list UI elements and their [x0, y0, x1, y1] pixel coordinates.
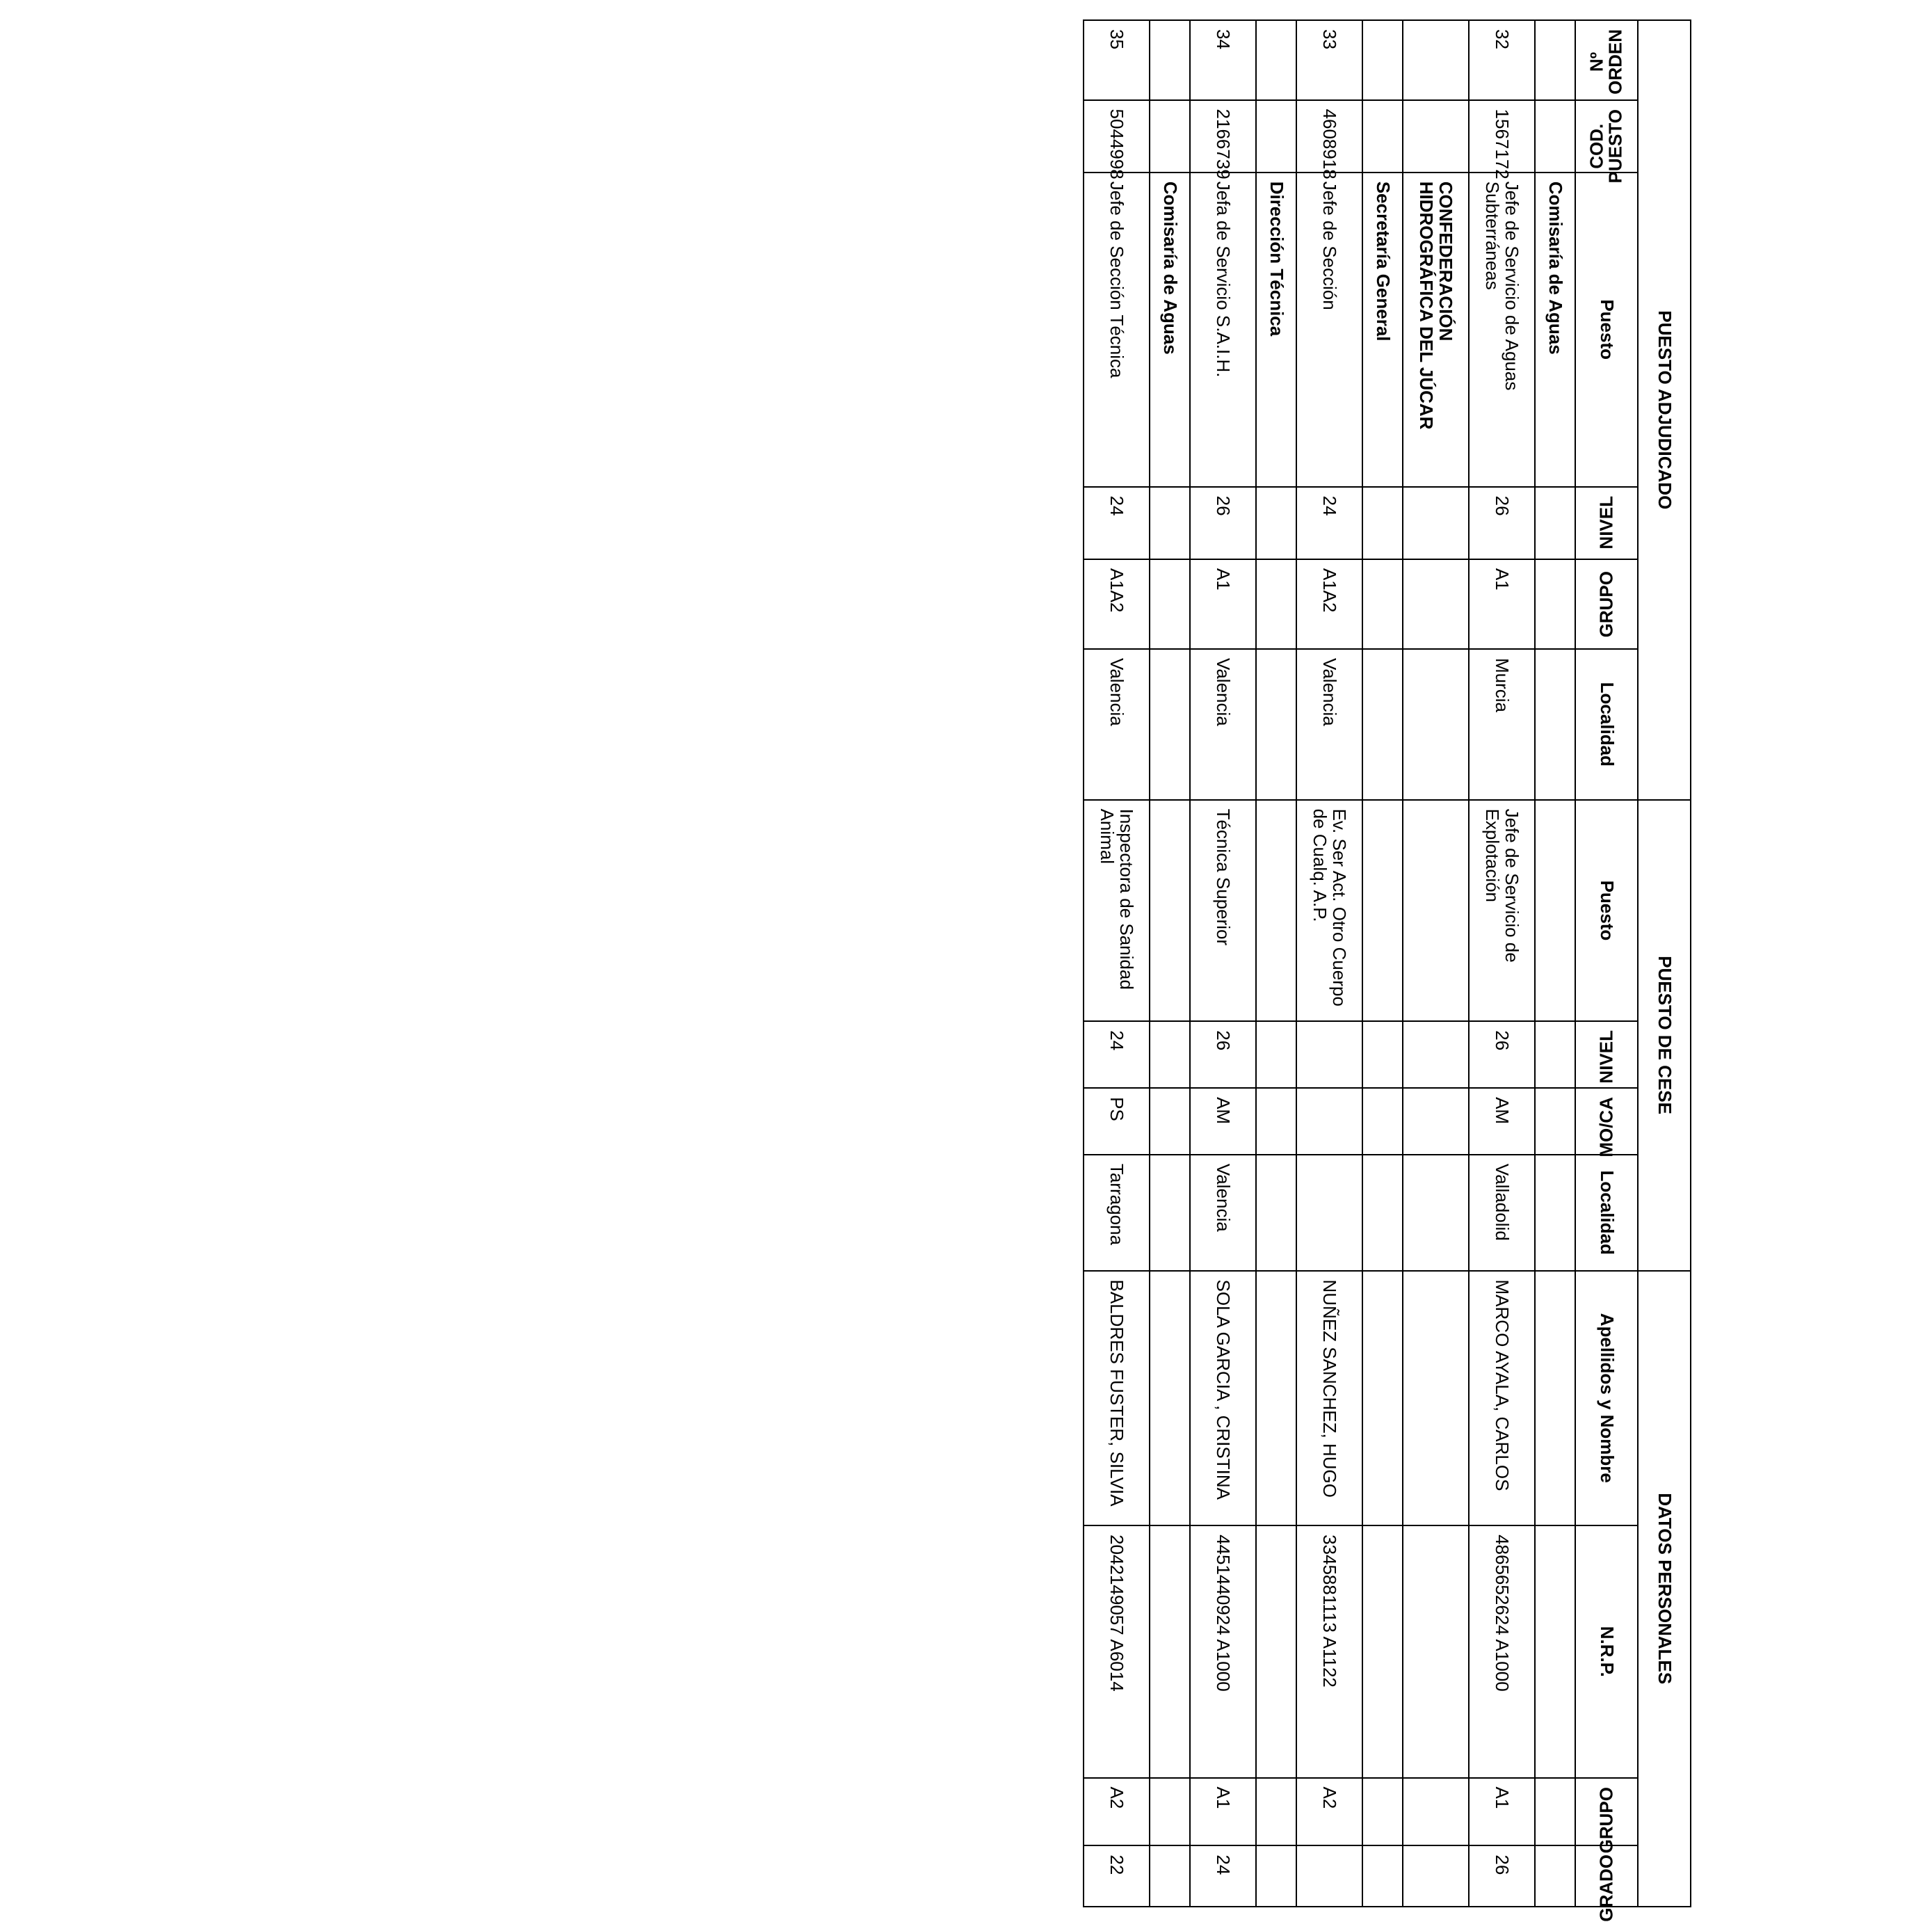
- header-datos-personales: DATOS PERSONALES: [1638, 1271, 1691, 1907]
- cell-localidad: Valencia: [1296, 649, 1362, 800]
- cell-cese-localidad: Valladolid: [1469, 1155, 1535, 1271]
- cell-nivel: 26: [1190, 487, 1256, 559]
- header-puesto-adjudicado: PUESTO ADJUDICADO: [1638, 20, 1691, 800]
- cell-nrp: 4451440924 A1000: [1190, 1525, 1256, 1777]
- header-puesto-cese: PUESTO DE CESE: [1638, 800, 1691, 1271]
- col-nrp: N.R.P.: [1575, 1525, 1638, 1777]
- cell-cod: 5044998: [1084, 100, 1150, 173]
- cell-grupo: A1: [1190, 559, 1256, 649]
- cell-grado: 26: [1469, 1845, 1535, 1907]
- cell-puesto: Jefa de Servicio S.A.I.H.: [1190, 173, 1256, 487]
- cell-cod: 2166739: [1190, 100, 1256, 173]
- section-row: [1256, 20, 1296, 1907]
- col-cese-puesto: Puesto: [1575, 800, 1638, 1022]
- cell-cese-puesto: Jefe de Servicio de Explotación: [1469, 800, 1535, 1022]
- cell-localidad: Valencia: [1084, 649, 1150, 800]
- cell-cese-localidad: Valencia: [1190, 1155, 1256, 1271]
- col-apellidos: Apellidos y Nombre: [1575, 1271, 1638, 1526]
- adjudication-table: [1083, 19, 1691, 1923]
- table-row: [1084, 20, 1150, 1907]
- col-cese-moca: MO/CA: [1575, 1088, 1638, 1155]
- section-label: CONFEDERACIÓN HIDROGRÁFICA DEL JÚCAR: [1403, 173, 1469, 487]
- cell-cese-localidad: [1296, 1155, 1362, 1271]
- cell-orden: 33: [1296, 20, 1362, 100]
- cell-grado: 24: [1190, 1845, 1256, 1907]
- cell-cese-nivel: 24: [1084, 1021, 1150, 1088]
- cell-cese-nivel: 26: [1190, 1021, 1256, 1088]
- rotated-page: [453, 0, 1932, 1931]
- col-localidad: Localidad: [1575, 649, 1638, 800]
- table-row: [1296, 20, 1362, 1907]
- section-row: [1362, 20, 1403, 1907]
- cell-cese-localidad: Tarragona: [1084, 1155, 1150, 1271]
- cell-nivel: 24: [1296, 487, 1362, 559]
- cell-cese-puesto: Técnica Superior: [1190, 800, 1256, 1022]
- cell-orden: 32: [1469, 20, 1535, 100]
- cell-puesto: Jefe de Sección Técnica: [1084, 173, 1150, 487]
- section-label: Dirección Técnica: [1256, 173, 1296, 487]
- cell-grupo: A1A2: [1084, 559, 1150, 649]
- cell-localidad: Murcia: [1469, 649, 1535, 800]
- cell-puesto: Jefe de Sección: [1296, 173, 1362, 487]
- cell-nivel: 24: [1084, 487, 1150, 559]
- cell-cese-nivel: 26: [1469, 1021, 1535, 1088]
- cell-orden: 35: [1084, 20, 1150, 100]
- section-label: Secretaría General: [1362, 173, 1403, 487]
- cell-cese-puesto: Inspectora de Sanidad Animal: [1084, 800, 1150, 1022]
- section-label: Comisaría de Aguas: [1535, 173, 1575, 487]
- col-puesto: Puesto: [1575, 173, 1638, 487]
- cell-puesto: Jefe de Servicio de Aguas Subterráneas: [1469, 173, 1535, 487]
- col-nivel: NIVEL: [1575, 487, 1638, 559]
- cell-localidad: Valencia: [1190, 649, 1256, 800]
- col-grupo: GRUPO: [1575, 559, 1638, 649]
- cell-personal-grupo: A1: [1190, 1778, 1256, 1846]
- cell-cese-nivel: [1296, 1021, 1362, 1088]
- cell-personal-grupo: A2: [1084, 1778, 1150, 1846]
- cell-personal-grupo: A1: [1469, 1778, 1535, 1846]
- cell-apellidos: MARCO AYALA, CARLOS: [1469, 1271, 1535, 1526]
- cell-personal-grupo: A2: [1296, 1778, 1362, 1846]
- cell-cese-moca: AM: [1190, 1088, 1256, 1155]
- cell-nrp: 3345881113 A1122: [1296, 1525, 1362, 1777]
- cell-cod: 4608918: [1296, 100, 1362, 173]
- cell-apellidos: SOLA GARCIA , CRISTINA: [1190, 1271, 1256, 1526]
- cell-grado: 22: [1084, 1845, 1150, 1907]
- cell-nivel: 26: [1469, 487, 1535, 559]
- cell-cese-moca: PS: [1084, 1088, 1150, 1155]
- table-row: [1469, 20, 1535, 1907]
- table-row: [1190, 20, 1256, 1907]
- section-row: [1150, 20, 1190, 1907]
- cell-orden: 34: [1190, 20, 1256, 100]
- col-cese-localidad: Localidad: [1575, 1155, 1638, 1271]
- cell-grupo: A1: [1469, 559, 1535, 649]
- section-row: [1403, 20, 1469, 1907]
- cell-apellidos: BALDRES FUSTER, SILVIA: [1084, 1271, 1150, 1526]
- col-grado: GRADO: [1575, 1845, 1638, 1907]
- section-row: [1535, 20, 1575, 1907]
- cell-apellidos: NUÑEZ SANCHEZ, HUGO: [1296, 1271, 1362, 1526]
- cell-cese-puesto: Ev. Ser Act. Otro Cuerpo de Cualq. A.P.: [1296, 800, 1362, 1022]
- cell-grupo: A1A2: [1296, 559, 1362, 649]
- col-cese-nivel: NIVEL: [1575, 1021, 1638, 1088]
- col-cod-puesto: COD. PUESTO: [1575, 100, 1638, 173]
- cell-cese-moca: [1296, 1088, 1362, 1155]
- col-personal-grupo: GRUPO: [1575, 1778, 1638, 1846]
- cell-cod: 1567172: [1469, 100, 1535, 173]
- cell-grado: [1296, 1845, 1362, 1907]
- cell-cese-moca: AM: [1469, 1088, 1535, 1155]
- section-label: Comisaría de Aguas: [1150, 173, 1190, 487]
- cell-nrp: 2042149057 A6014: [1084, 1525, 1150, 1777]
- col-orden: Nº ORDEN: [1575, 20, 1638, 100]
- cell-nrp: 4865652624 A1000: [1469, 1525, 1535, 1777]
